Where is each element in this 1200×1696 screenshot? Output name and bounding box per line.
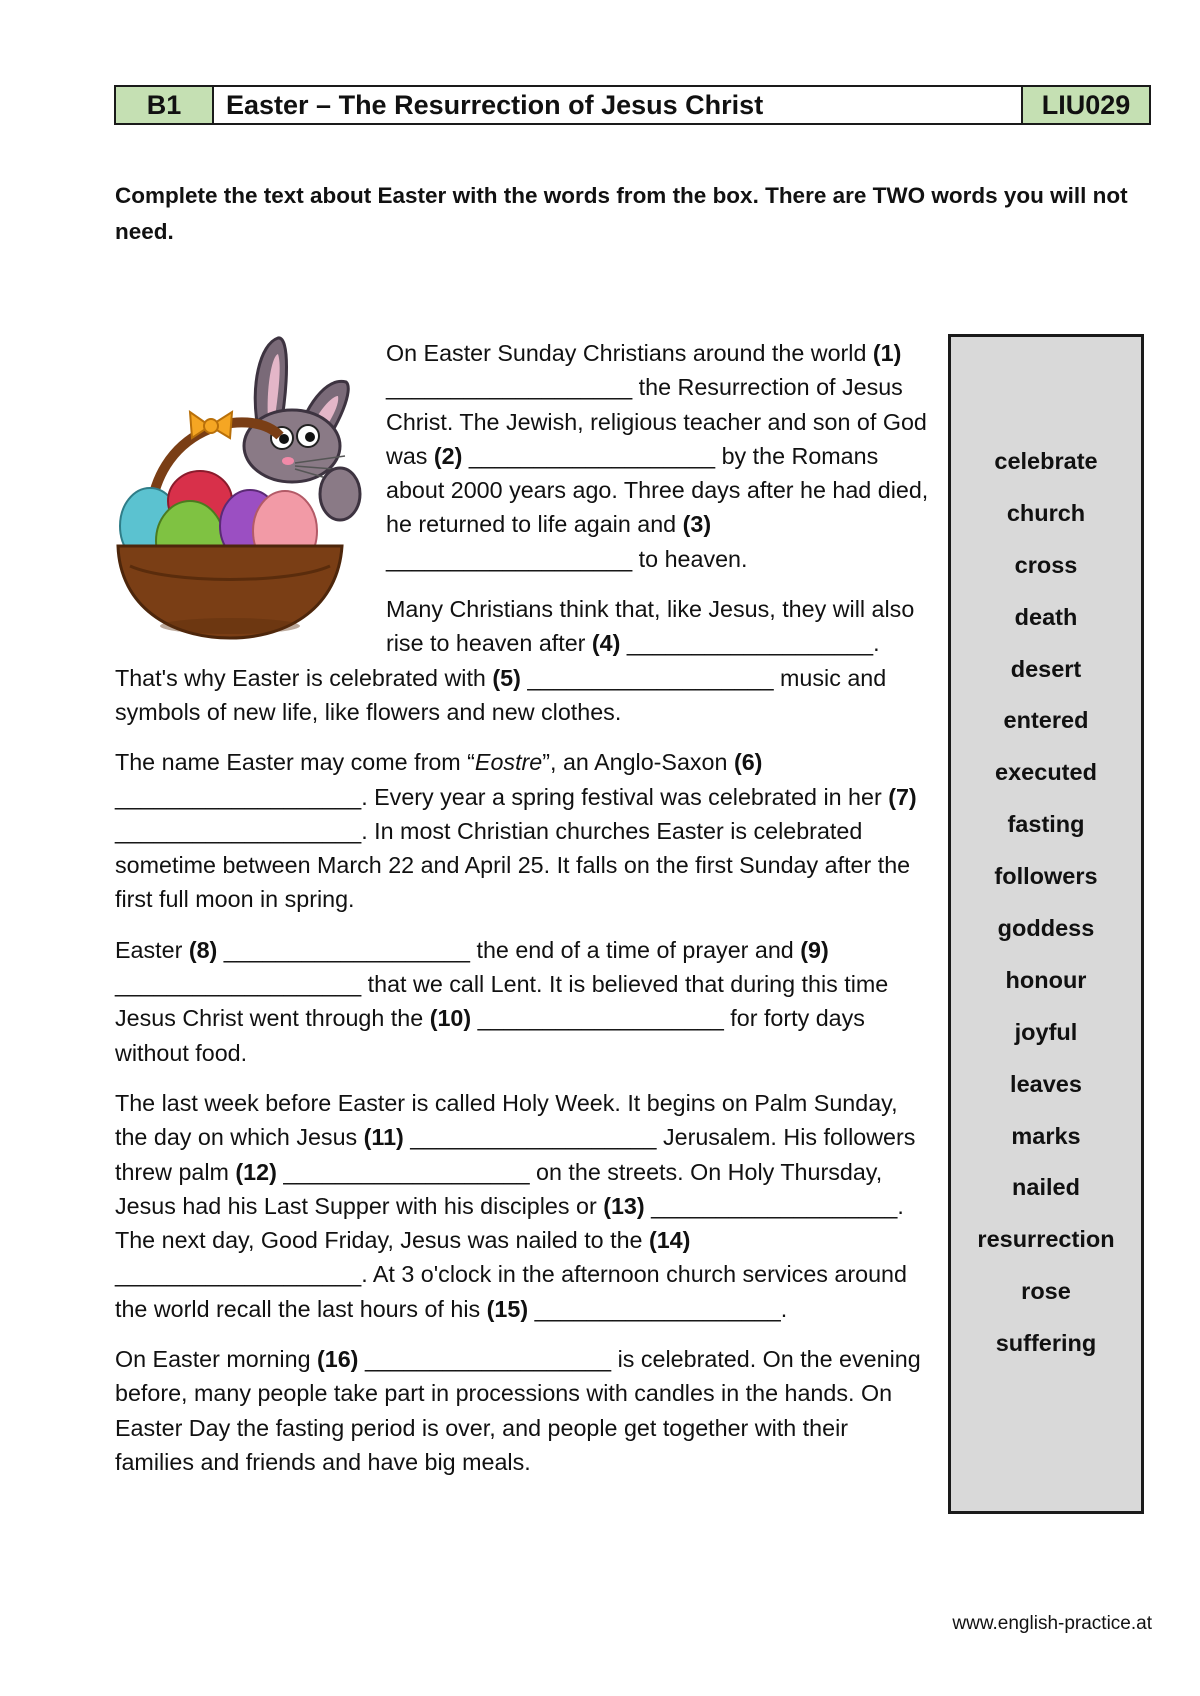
worksheet-title: Easter – The Resurrection of Jesus Christ <box>214 87 1021 123</box>
word-item: celebrate <box>994 448 1098 474</box>
gap-fill-text <box>115 336 930 1495</box>
word-item: desert <box>1010 655 1082 682</box>
worksheet-code: LIU029 <box>1021 87 1149 123</box>
word-item: rose <box>1021 1278 1071 1305</box>
instruction-text: Complete the text about Easter with the words from the box. There are TWO words you will not need. <box>115 183 1128 244</box>
word-item: nailed <box>1012 1174 1080 1201</box>
paragraph-4: Easter (8) ___________________ the end of a time of prayer and (9) ___________________ that we call Lent. It is believed that during this time Jesus Christ went through the (10) ___________________ for forty days without food. <box>115 936 889 1066</box>
word-item: executed <box>995 759 1097 786</box>
word-item: death <box>1014 603 1078 630</box>
easter-bunny-basket-illustration <box>110 326 380 644</box>
word-item: honour <box>1005 966 1087 993</box>
word-item: cross <box>1014 551 1078 578</box>
word-item: marks <box>1011 1122 1081 1149</box>
word-item: resurrection <box>977 1226 1115 1253</box>
paragraph-6: On Easter morning (16) ___________________ is celebrated. On the evening before, many people take part in processions with candles in the hands. On Easter Day the fasting period is over, and people get together with their families and friends and have big meals. <box>115 1346 921 1475</box>
word-item: church <box>1006 499 1086 526</box>
word-item: suffering <box>995 1330 1097 1357</box>
word-item: joyful <box>1014 1018 1078 1045</box>
word-item: leaves <box>1010 1070 1082 1097</box>
paragraph-1: On Easter Sunday Christians around the world (1) ___________________ the Resurrection of Jesus Christ. The Jewish, religious teacher and son of God was (2) ___________________ by the Romans about 2000 years ago. Three days after he had died, he returned to life again and (3) ___________________ to heaven. <box>115 336 930 576</box>
paragraph-5: The last week before Easter is called Holy Week. It begins on Palm Sunday, the day on which Jesus (11) ___________________ Jerusalem. His followers threw palm (12) ___________________ on the streets. On Holy Thursday, Jesus had his Last Supper with his disciples or (13) ___________________. The next day, Good Friday, Jesus was nailed to the (14) ___________________. At 3 o'clock in the afternoon church services around the world recall the last hours of his (15) ___________________. <box>115 1089 916 1322</box>
word-item: followers <box>994 863 1098 890</box>
paragraph-2: Many Christians think that, like Jesus, they will also rise to heaven after (4) ___________________. That's why Easter is celebrated with (5) ___________________ music and symbols of new life, like flowers and new clothes. <box>115 596 915 725</box>
level-label: B1 <box>116 87 214 123</box>
header-bar <box>114 85 1151 125</box>
word-item: goddess <box>997 915 1095 942</box>
word-item: fasting <box>1007 811 1085 838</box>
footer-url[interactable]: www.english-practice.at <box>952 1613 1152 1634</box>
word-item: entered <box>1003 707 1089 734</box>
paragraph-3: The name Easter may come from “Eostre”, an Anglo-Saxon (6) ___________________. Every year a spring festival was celebrated in her (7) ___________________. In most Christian churches Easter is celebrated sometime between March 22 and April 25. It falls on the first Sunday after the first full moon in spring. <box>115 749 917 913</box>
word-box <box>948 334 1144 1514</box>
